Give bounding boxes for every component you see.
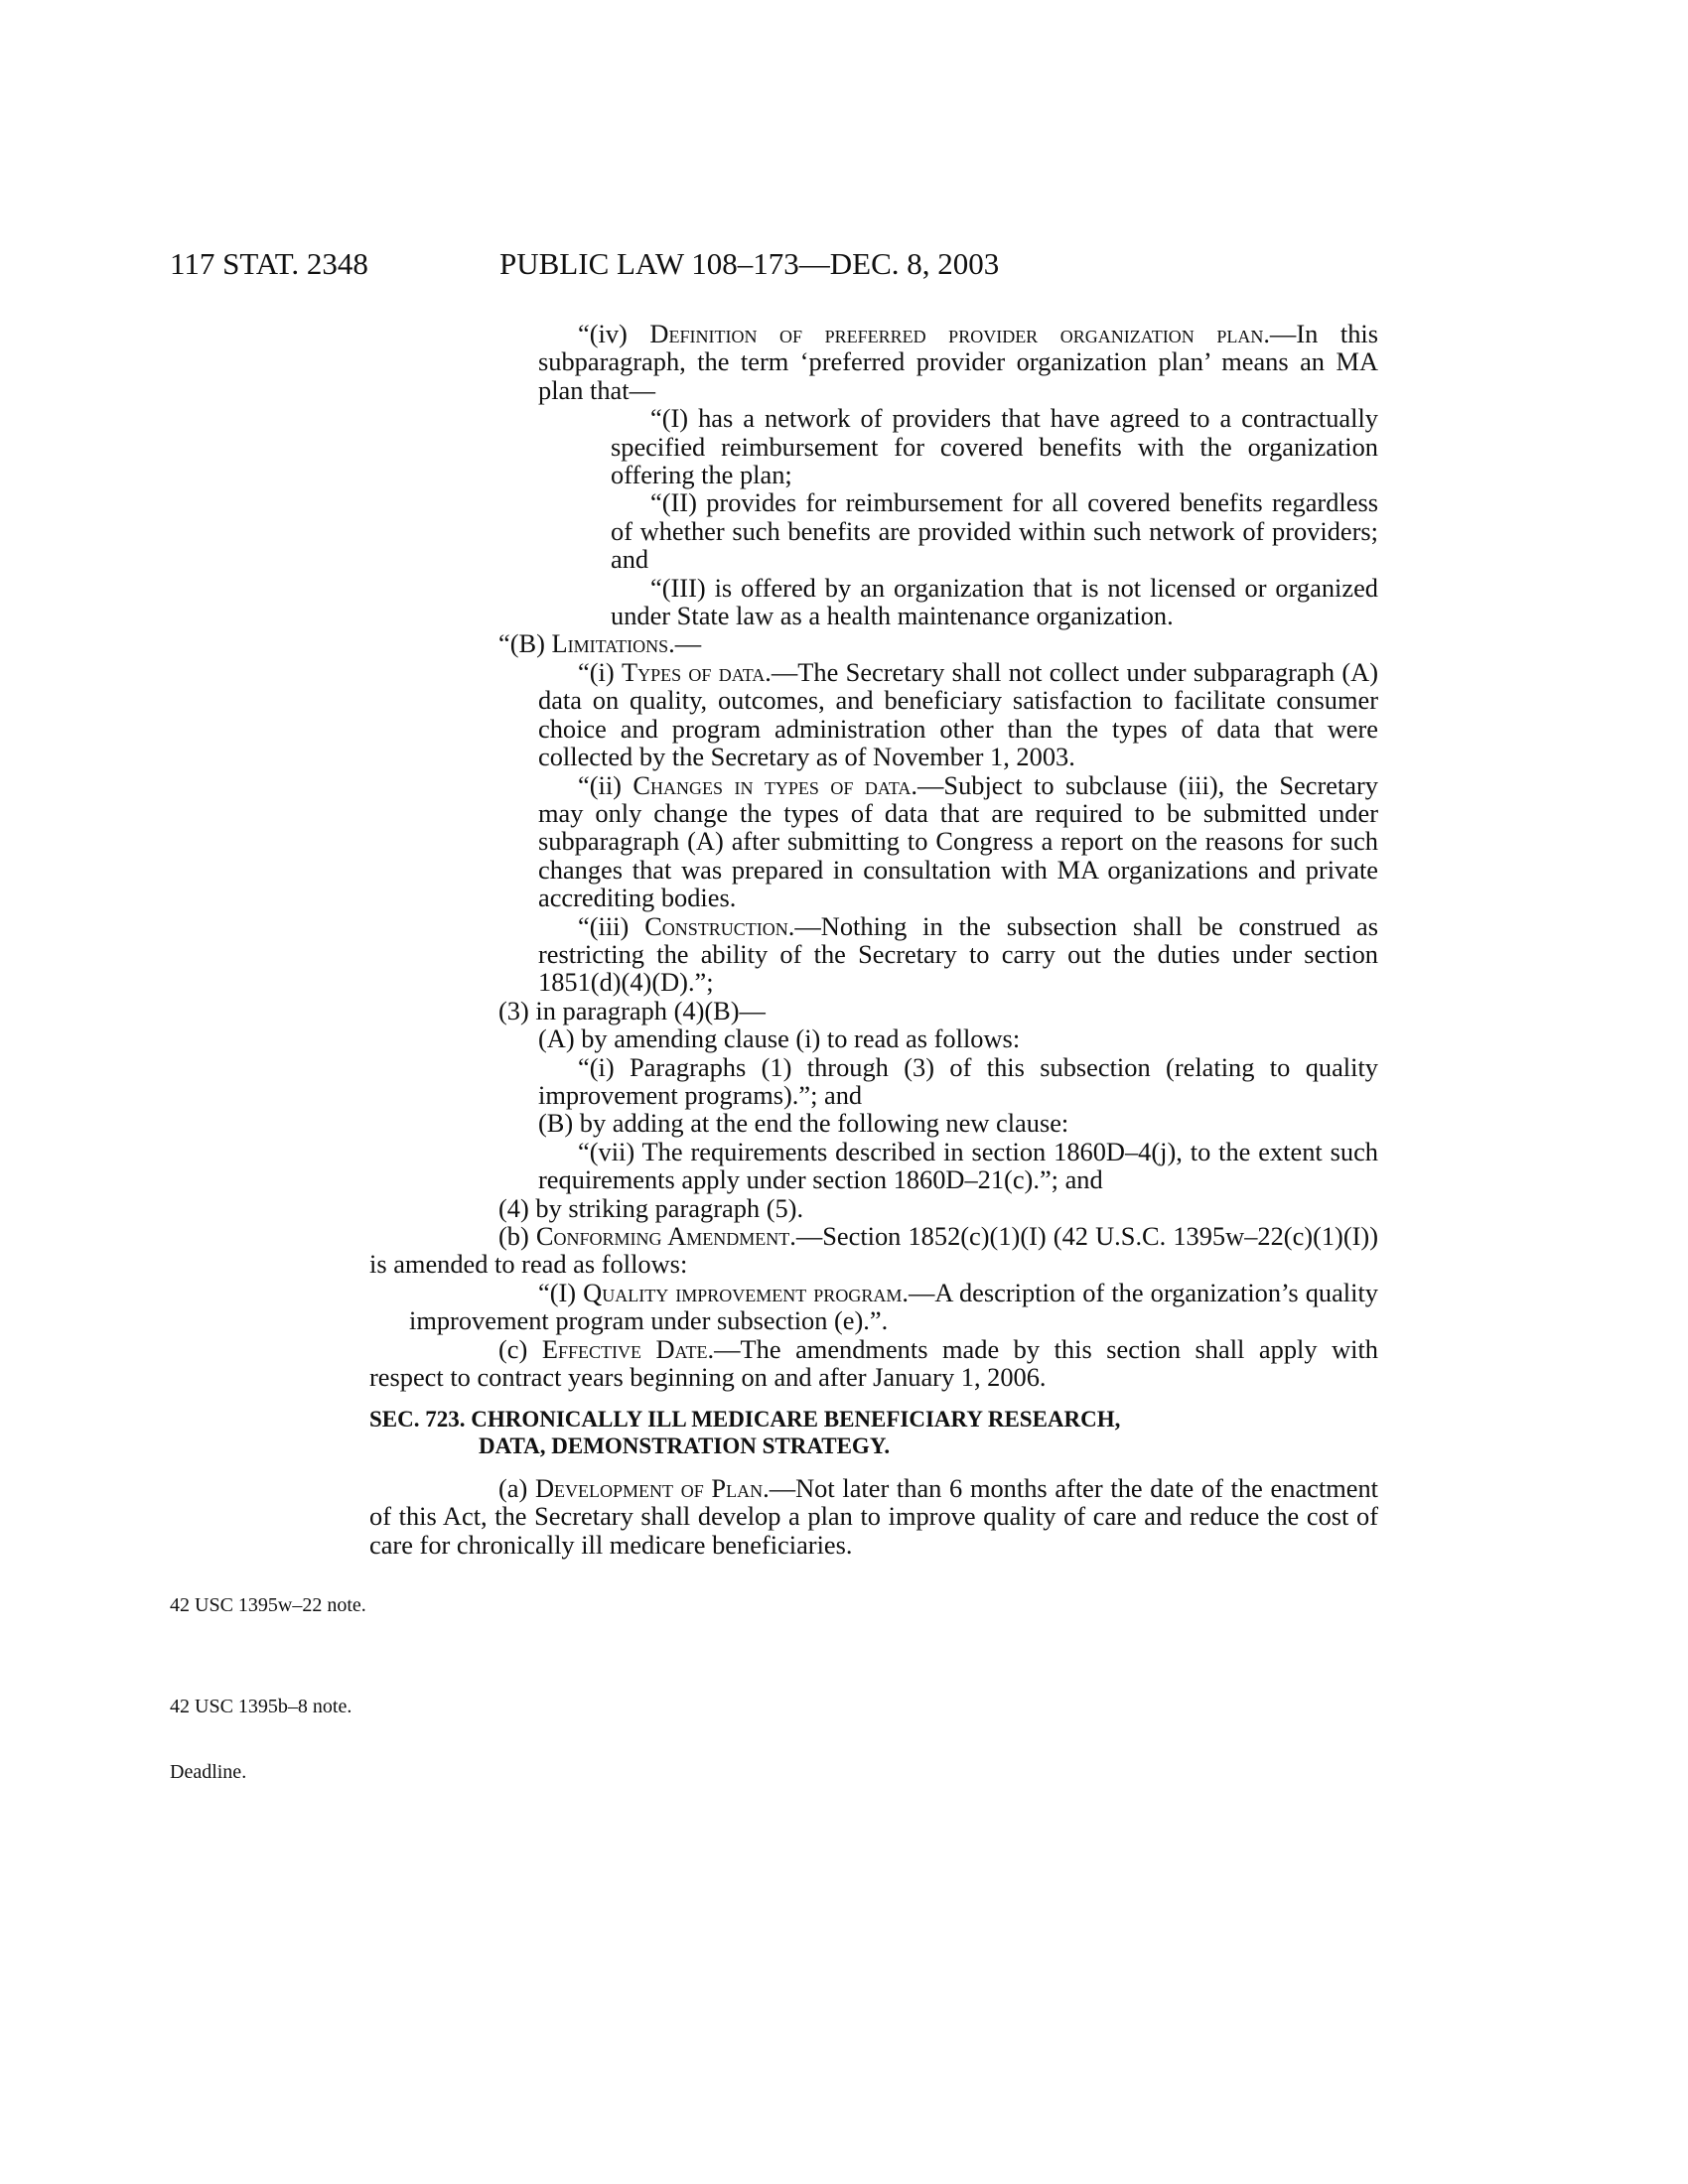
- clause-text: —Nothing in the subsection shall be construed as restricting the ability of the Secretary to carry out the duties under section 1851(d)(4)(D).”;: [538, 910, 1378, 998]
- clause-number: “(iv): [578, 319, 628, 348]
- subsection-text: —The amendments made by this section shall apply with respect to contract years beginning on and after January 1, 2006.: [369, 1333, 1378, 1393]
- subclause-iv-I: “(I) has a network of providers that have agreed to a contractually specified reimbursement for covered benefits with the organization offering the plan;: [611, 403, 1378, 490]
- subsection-c: [369, 1335, 1378, 1392]
- section-723-heading: [369, 1407, 1378, 1460]
- clause-number: “(I): [538, 1277, 577, 1307]
- clause-text: —The Secretary shall not collect under subparagraph (A) data on quality, outcomes, and beneficiary satisfaction to facilitate consumer choice and program administration other than the types of data that were collected by the Secretary as of November 1, 2003.: [538, 656, 1378, 772]
- subparagraph-dash: —: [674, 628, 702, 659]
- subsection-text: —Not later than 6 months after the date of the enactment of this Act, the Secretary shall develop a plan to improve quality of care and reduce the cost of care for chronically ill medicare beneficiaries.: [369, 1473, 1378, 1560]
- paragraph-3-A-i: “(i) Paragraphs (1) through (3) of this subsection (relating to quality improvement programs).”; and: [538, 1051, 1378, 1110]
- subparagraph-B: [498, 629, 1378, 657]
- subsection-number: (a): [498, 1473, 528, 1504]
- clause-heading: Types of data.: [621, 656, 772, 687]
- clause-number: “(i): [578, 656, 615, 687]
- section-heading-line-1: SEC. 723. CHRONICALLY ILL MEDICARE BENEFICIARY RESEARCH,: [369, 1407, 1121, 1433]
- clause-heading: Construction.: [644, 910, 795, 941]
- clause-B-i: [538, 658, 1378, 771]
- subsection-a: [369, 1474, 1378, 1559]
- subparagraph-number: “(B): [498, 628, 545, 659]
- subclause-iv-III: “(III) is offered by an organization that is not licensed or organized under State law as a health maintenance organization.: [611, 572, 1378, 631]
- subsection-heading: Conforming Amendment.: [535, 1221, 796, 1251]
- clause-text: —In this subparagraph, the term ‘preferred provider organization plan’ means an MA plan that—: [538, 319, 1378, 405]
- margin-note-usc-1395b-8: 42 USC 1395b–8 note.: [170, 1696, 352, 1717]
- clause-heading: Changes in types of data.: [633, 769, 917, 800]
- subsection-number: (b): [498, 1221, 529, 1251]
- paragraph-3-B: (B) by adding at the end the following new clause:: [538, 1108, 1069, 1139]
- subsection-heading: Development of Plan.: [535, 1473, 770, 1504]
- clause-number: “(iii): [578, 910, 630, 941]
- subsection-text: —Section 1852(c)(1)(I) (42 U.S.C. 1395w–22(c)(1)(I)) is amended to read as follows:: [369, 1221, 1378, 1280]
- clause-text: —Subject to subclause (iii), the Secretary may only change the types of data that are required to be submitted under subparagraph (A) after submitting to Congress a report on the reasons for such changes that was prepared in consultation with MA organizations and private accrediting bodies.: [538, 769, 1378, 913]
- clause-iv: [538, 320, 1378, 404]
- subsection-number: (c): [498, 1333, 528, 1364]
- page-stat-citation: 117 STAT. 2348: [170, 246, 368, 281]
- paragraph-3: (3) in paragraph (4)(B)—: [498, 995, 766, 1025]
- page-header-title: PUBLIC LAW 108–173—DEC. 8, 2003: [499, 246, 1000, 281]
- clause-B-ii: [538, 771, 1378, 912]
- clause-heading: Quality improvement program.: [583, 1277, 909, 1307]
- section-heading-line-2: DATA, DEMONSTRATION STRATEGY.: [479, 1433, 891, 1459]
- margin-note-usc-1395w-22: 42 USC 1395w–22 note.: [170, 1594, 366, 1616]
- subsection-b-I: [409, 1279, 1378, 1335]
- margin-note-deadline: Deadline.: [170, 1761, 247, 1783]
- clause-heading: Definition of preferred provider organization plan.: [649, 319, 1270, 348]
- clause-number: “(ii): [578, 769, 622, 800]
- subparagraph-heading: Limitations.: [551, 628, 675, 659]
- paragraph-3-A: (A) by amending clause (i) to read as follows:: [538, 1024, 1021, 1054]
- subsection-heading: Effective Date.: [541, 1333, 715, 1364]
- paragraph-4: (4) by striking paragraph (5).: [498, 1192, 804, 1223]
- document-body: [369, 319, 1378, 1560]
- subclause-iv-II: “(II) provides for reimbursement for all covered benefits regardless of whether such benefits are provided within such network of providers; and: [611, 487, 1378, 575]
- subsection-b: [369, 1222, 1378, 1279]
- clause-text: —A description of the organization’s quality improvement program under subsection (e).”.: [409, 1277, 1378, 1336]
- clause-B-iii: [538, 912, 1378, 997]
- paragraph-3-B-vii: “(vii) The requirements described in section 1860D–4(j), to the extent such requirements apply under section 1860D–21(c).”; and: [538, 1136, 1378, 1195]
